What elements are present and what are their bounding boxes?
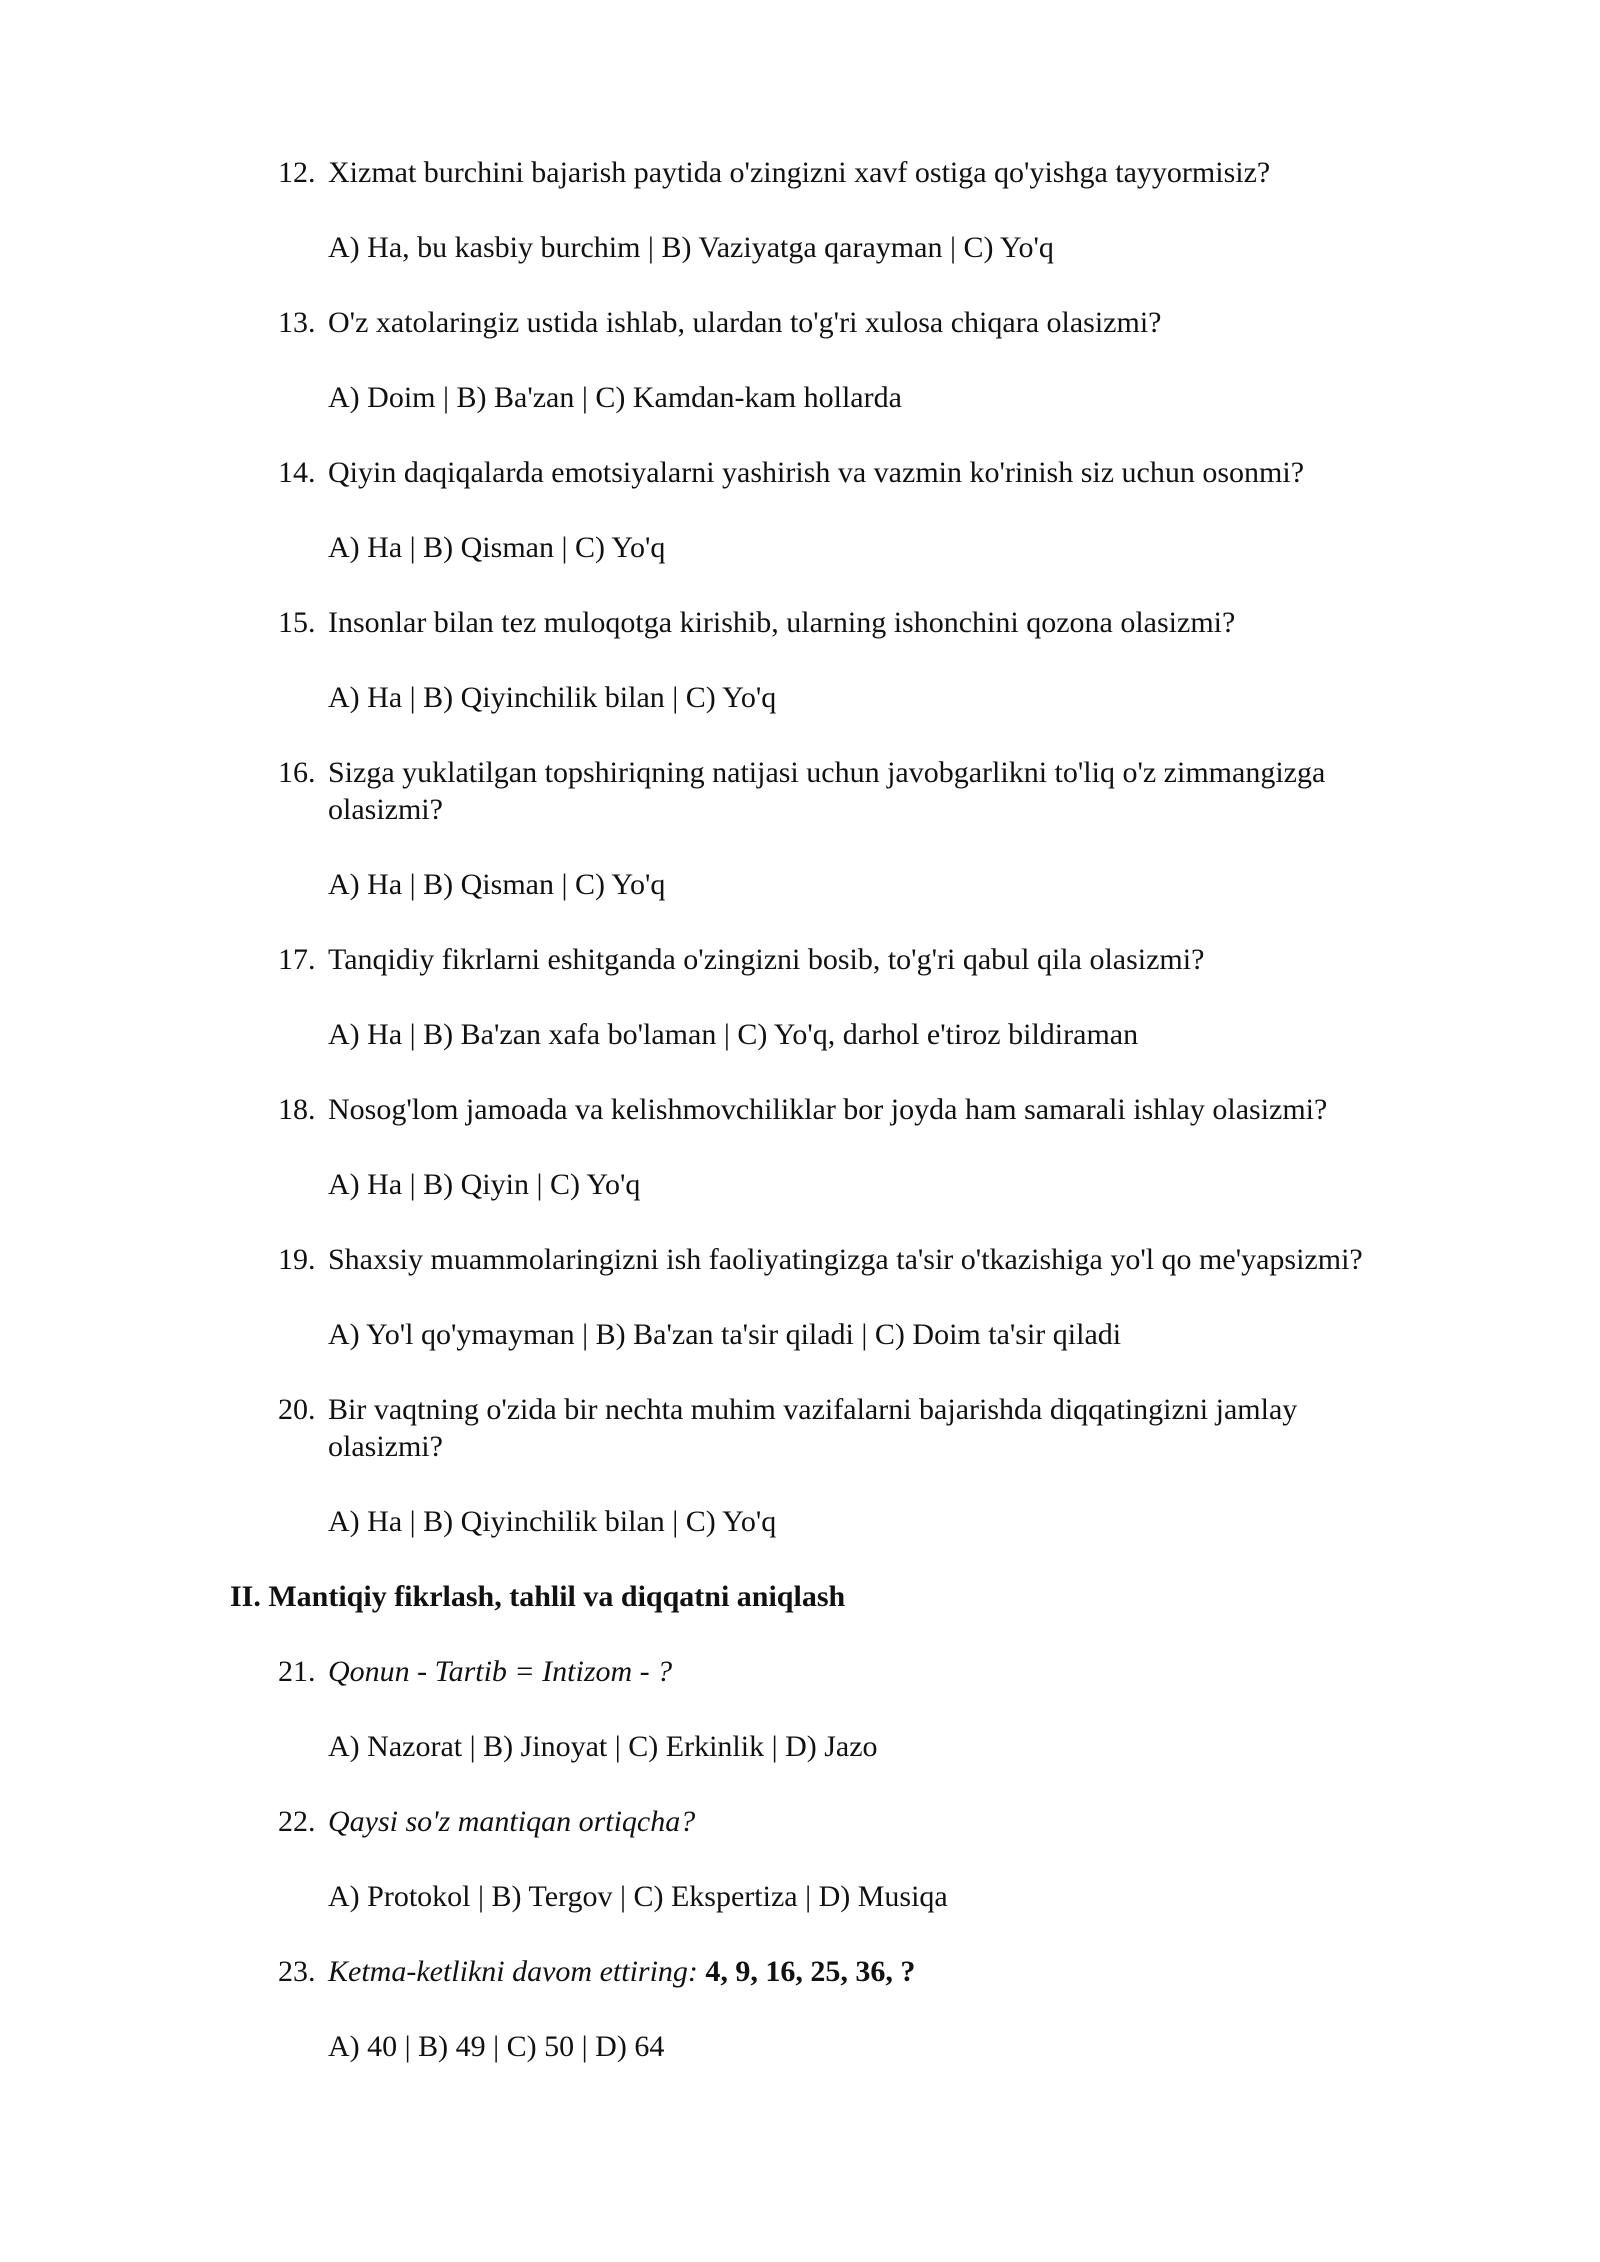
question-text: Shaxsiy muammolaringizni ish faoliyatingizga ta'sir o'tkazishiga yo'l qo me'yapsizmi? [328, 1243, 1363, 1276]
question-number: 13. [278, 306, 316, 339]
question-number: 15. [278, 606, 316, 639]
answer-options-15: A) Ha | B) Qiyinchilik bilan | C) Yo'q [328, 681, 777, 714]
question-text: O'z xatolaringiz ustida ishlab, ulardan to'g'ri xulosa chiqara olasizmi? [328, 306, 1162, 339]
answer-options-14: A) Ha | B) Qisman | C) Yo'q [328, 531, 666, 564]
question-number: 12. [278, 156, 316, 189]
question-text-italic: Ketma-ketlikni davom ettiring: [328, 1955, 698, 1988]
question-number: 22. [278, 1805, 316, 1838]
question-text: Xizmat burchini bajarish paytida o'zingizni xavf ostiga qo'yishga tayyormisiz? [328, 156, 1271, 189]
answer-options-23: A) 40 | B) 49 | C) 50 | D) 64 [328, 2030, 665, 2063]
question-text [328, 1953, 915, 1990]
question-23 [278, 1953, 915, 1990]
answer-options-22: A) Protokol | B) Tergov | C) Ekspertiza | D) Musiqa [328, 1880, 948, 1913]
question-19 [278, 1241, 1363, 1278]
question-14 [278, 454, 1304, 491]
section-heading: II. Mantiqiy fikrlash, tahlil va diqqatni aniqlash [230, 1580, 846, 1613]
question-22 [278, 1803, 695, 1840]
question-18 [278, 1091, 1327, 1128]
question-number: 19. [278, 1243, 316, 1276]
question-number: 23. [278, 1955, 316, 1988]
question-text: Qonun - Tartib = Intizom - ? [328, 1655, 673, 1688]
question-text: Qiyin daqiqalarda emotsiyalarni yashirish va vazmin ko'rinish siz uchun osonmi? [328, 456, 1305, 489]
answer-options-13: A) Doim | B) Ba'zan | C) Kamdan-kam hollarda [328, 381, 902, 414]
answer-options-19: A) Yo'l qo'ymayman | B) Ba'zan ta'sir qiladi | C) Doim ta'sir qiladi [328, 1318, 1122, 1351]
question-number: 17. [278, 943, 316, 976]
answer-options-16: A) Ha | B) Qisman | C) Yo'q [328, 868, 666, 901]
question-17 [278, 941, 1204, 978]
question-number: 20. [278, 1393, 316, 1426]
question-21 [278, 1653, 672, 1690]
question-text-line-1: Bir vaqtning o'zida bir nechta muhim vazifalarni bajarishda diqqatingizni jamlay [328, 1393, 1298, 1426]
question-13 [278, 304, 1161, 341]
question-number: 18. [278, 1093, 316, 1126]
question-number: 14. [278, 456, 316, 489]
question-text [328, 754, 1325, 828]
question-text: Tanqidiy fikrlarni eshitganda o'zingizni bosib, to'g'ri qabul qila olasizmi? [328, 943, 1205, 976]
question-number: 21. [278, 1655, 316, 1688]
question-text: Insonlar bilan tez muloqotga kirishib, ularning ishonchini qozona olasizmi? [328, 606, 1236, 639]
sequence-values: 4, 9, 16, 25, 36, ? [705, 1955, 916, 1988]
answer-options-18: A) Ha | B) Qiyin | C) Yo'q [328, 1168, 641, 1201]
answer-options-20: A) Ha | B) Qiyinchilik bilan | C) Yo'q [328, 1505, 777, 1538]
answer-options-17: A) Ha | B) Ba'zan xafa bo'laman | C) Yo'q, darhol e'tiroz bildiraman [328, 1018, 1139, 1051]
question-16 [278, 754, 1325, 828]
question-text: Qaysi so'z mantiqan ortiqcha? [328, 1805, 696, 1838]
question-text-line-1: Sizga yuklatilgan topshiriqning natijasi uchun javobgarlikni to'liq o'z zimmangizga [328, 756, 1326, 789]
question-15 [278, 604, 1235, 641]
answer-options-21: A) Nazorat | B) Jinoyat | C) Erkinlik | D) Jazo [328, 1730, 878, 1763]
question-text-line-2: olasizmi? [328, 1430, 443, 1463]
question-20 [278, 1391, 1297, 1465]
question-12 [278, 154, 1270, 191]
question-text-line-2: olasizmi? [328, 793, 443, 826]
question-number: 16. [278, 756, 316, 789]
answer-options-12: A) Ha, bu kasbiy burchim | B) Vaziyatga qarayman | C) Yo'q [328, 231, 1054, 264]
question-text: Nosog'lom jamoada va kelishmovchiliklar bor joyda ham samarali ishlay olasizmi? [328, 1093, 1328, 1126]
question-text [328, 1391, 1297, 1465]
